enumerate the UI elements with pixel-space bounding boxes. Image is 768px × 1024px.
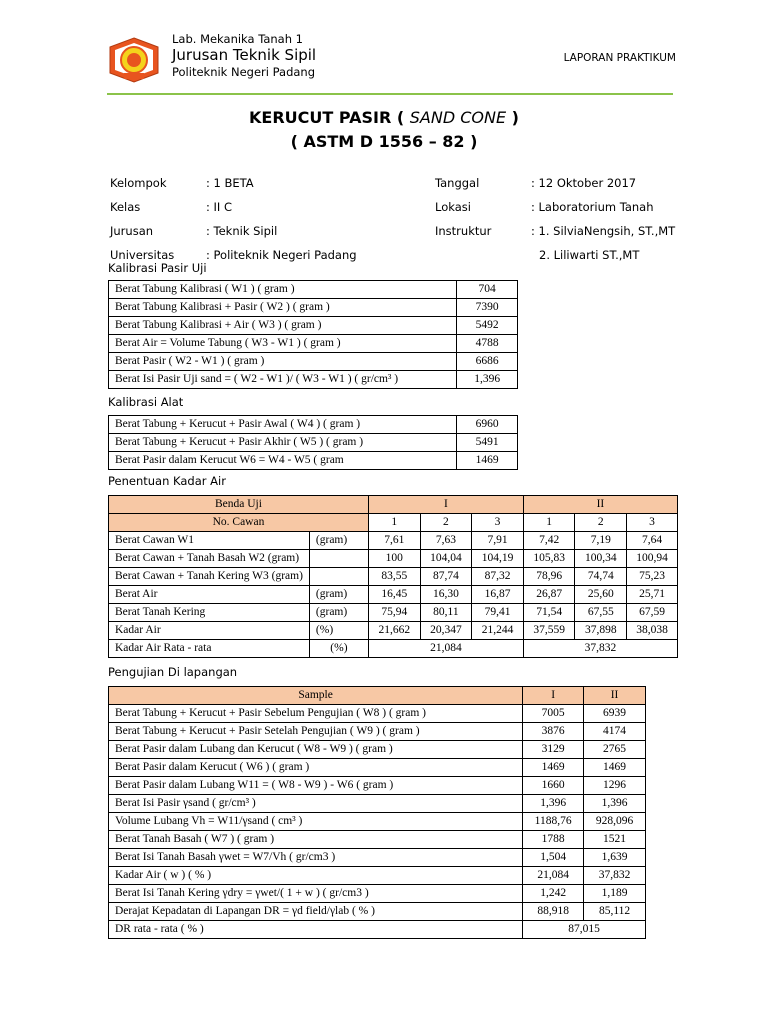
info-left: Kelompok : 1 BETA Kelas : II C Jurusan : Teknik Sipil Universitas : Politeknik Negeri Padang xyxy=(110,176,357,262)
value-i: 7005 xyxy=(523,705,584,723)
row-value: 79,41 xyxy=(472,604,524,622)
cawan-number: 1 xyxy=(368,514,420,532)
col-ii: II xyxy=(584,687,646,705)
table-row xyxy=(109,299,518,317)
row-value: 100,34 xyxy=(575,550,627,568)
row-label: Berat Pasir ( W2 - W1 ) ( gram ) xyxy=(109,353,457,371)
row-label: Berat Tanah Kering xyxy=(109,604,310,622)
value-ii: 1,396 xyxy=(584,795,646,813)
document-title: KERUCUT PASIR ( SAND CONE ) xyxy=(249,108,519,127)
row-value: 105,83 xyxy=(523,550,575,568)
table-row xyxy=(109,759,646,777)
row-label: Berat Isi Tanah Basah γwet = W7/Vh ( gr/cm3 ) xyxy=(109,849,523,867)
row-label: Volume Lubang Vh = W11/γsand ( cm³ ) xyxy=(109,813,523,831)
table-row xyxy=(109,586,678,604)
row-label: Kadar Air Rata - rata xyxy=(109,640,310,658)
row-value: 25,60 xyxy=(575,586,627,604)
row-value: 7,61 xyxy=(368,532,420,550)
dr-average-value: 87,015 xyxy=(523,921,646,939)
table-row xyxy=(109,371,518,389)
row-value: 87,32 xyxy=(472,568,524,586)
row-value: 26,87 xyxy=(523,586,575,604)
row-label: Kadar Air xyxy=(109,622,310,640)
row-unit: (%) xyxy=(309,640,368,658)
row-value: 37,559 xyxy=(523,622,575,640)
row-label: Berat Tabung Kalibrasi + Air ( W3 ) ( gram ) xyxy=(109,317,457,335)
row-value: 38,038 xyxy=(627,622,678,640)
row-label: Berat Isi Tanah Kering γdry = γwet/( 1 + w ) ( gr/cm3 ) xyxy=(109,885,523,903)
row-unit: (gram) xyxy=(309,604,368,622)
cawan-number: 3 xyxy=(627,514,678,532)
table-row xyxy=(109,903,646,921)
table-row xyxy=(109,604,678,622)
row-value: 16,30 xyxy=(420,586,472,604)
row-value: 74,74 xyxy=(575,568,627,586)
value-i: 1,396 xyxy=(523,795,584,813)
row-unit xyxy=(309,550,368,568)
col-group-ii: II xyxy=(523,496,677,514)
value-i: 1188,76 xyxy=(523,813,584,831)
row-value: 5491 xyxy=(457,434,518,452)
row-value: 75,23 xyxy=(627,568,678,586)
row-value: 4788 xyxy=(457,335,518,353)
row-value: 7,64 xyxy=(627,532,678,550)
row-label: Berat Cawan W1 xyxy=(109,532,310,550)
row-value: 5492 xyxy=(457,317,518,335)
table-row xyxy=(109,568,678,586)
value-ii: 928,096 xyxy=(584,813,646,831)
table-row xyxy=(109,281,518,299)
row-value: 7,91 xyxy=(472,532,524,550)
row-value: 16,45 xyxy=(368,586,420,604)
row-label: Berat Tabung + Kerucut + Pasir Akhir ( W5 ) ( gram ) xyxy=(109,434,457,452)
section-kadar-air: Penentuan Kadar Air xyxy=(108,474,226,488)
row-label: Kadar Air ( w ) ( % ) xyxy=(109,867,523,885)
row-value: 6686 xyxy=(457,353,518,371)
row-value: 20,347 xyxy=(420,622,472,640)
row-value: 67,59 xyxy=(627,604,678,622)
table-lapangan xyxy=(108,686,646,939)
row-label: Berat Tanah Basah ( W7 ) ( gram ) xyxy=(109,831,523,849)
row-label: Berat Tabung + Kerucut + Pasir Setelah Pengujian ( W9 ) ( gram ) xyxy=(109,723,523,741)
row-value: 83,55 xyxy=(368,568,420,586)
value-i: 1,504 xyxy=(523,849,584,867)
row-label: DR rata - rata ( % ) xyxy=(109,921,523,939)
row-label: Berat Tabung + Kerucut + Pasir Awal ( W4 ) ( gram ) xyxy=(109,416,457,434)
col-benda-uji: Benda Uji xyxy=(109,496,369,514)
section-kalibrasi-alat: Kalibrasi Alat xyxy=(108,395,184,409)
table-row xyxy=(109,831,646,849)
row-label: Derajat Kepadatan di Lapangan DR = γd field/γlab ( % ) xyxy=(109,903,523,921)
row-value: 7,19 xyxy=(575,532,627,550)
report-type: LAPORAN PRAKTIKUM xyxy=(563,52,676,64)
table-row xyxy=(109,867,646,885)
row-value: 7390 xyxy=(457,299,518,317)
table-row xyxy=(109,849,646,867)
table-row xyxy=(109,416,518,434)
value-ii: 4174 xyxy=(584,723,646,741)
row-value: 104,19 xyxy=(472,550,524,568)
row-value: 100 xyxy=(368,550,420,568)
row-label: Berat Air = Volume Tabung ( W3 - W1 ) ( gram ) xyxy=(109,335,457,353)
value-ii: 1,639 xyxy=(584,849,646,867)
table-row xyxy=(109,353,518,371)
row-label: Berat Tabung Kalibrasi + Pasir ( W2 ) ( gram ) xyxy=(109,299,457,317)
value-ii: 1296 xyxy=(584,777,646,795)
table-row xyxy=(109,813,646,831)
row-value: 704 xyxy=(457,281,518,299)
table-row xyxy=(109,777,646,795)
row-value: 104,04 xyxy=(420,550,472,568)
table-row xyxy=(109,723,646,741)
row-value: 87,74 xyxy=(420,568,472,586)
row-unit: (%) xyxy=(309,622,368,640)
row-value: 16,87 xyxy=(472,586,524,604)
table-kalibrasi-alat xyxy=(108,415,518,470)
section-lapangan: Pengujian Di lapangan xyxy=(108,665,238,679)
value-i: 21,084 xyxy=(523,867,584,885)
value-i: 3129 xyxy=(523,741,584,759)
value-ii: 1521 xyxy=(584,831,646,849)
col-i: I xyxy=(523,687,584,705)
table-row xyxy=(109,885,646,903)
row-value: 1469 xyxy=(457,452,518,470)
value-i: 3876 xyxy=(523,723,584,741)
row-label: Berat Pasir dalam Lubang dan Kerucut ( W8 - W9 ) ( gram ) xyxy=(109,741,523,759)
table-row-average xyxy=(109,640,678,658)
row-label: Berat Cawan + Tanah Kering W3 (gram) xyxy=(109,568,310,586)
value-i: 1660 xyxy=(523,777,584,795)
col-group-i: I xyxy=(368,496,523,514)
row-value: 71,54 xyxy=(523,604,575,622)
table-row xyxy=(109,335,518,353)
department-name: Jurusan Teknik Sipil xyxy=(172,46,317,64)
cawan-number: 3 xyxy=(472,514,524,532)
value-ii: 2765 xyxy=(584,741,646,759)
row-value: 80,11 xyxy=(420,604,472,622)
value-i: 1,242 xyxy=(523,885,584,903)
table-row xyxy=(109,622,678,640)
value-ii: 1469 xyxy=(584,759,646,777)
row-label: Berat Isi Pasir Uji sand = ( W2 - W1 )/ ( W3 - W1 ) ( gr/cm³ ) xyxy=(109,371,457,389)
document-subtitle: ( ASTM D 1556 – 82 ) xyxy=(290,132,478,151)
row-label: Berat Cawan + Tanah Basah W2 (gram) xyxy=(109,550,310,568)
value-i: 1788 xyxy=(523,831,584,849)
table-row xyxy=(109,741,646,759)
row-label: Berat Tabung + Kerucut + Pasir Sebelum Pengujian ( W8 ) ( gram ) xyxy=(109,705,523,723)
section-kalibrasi-pasir: Kalibrasi Pasir Uji xyxy=(108,261,207,275)
average-i: 21,084 xyxy=(368,640,523,658)
row-label: Berat Pasir dalam Kerucut W6 = W4 - W5 ( gram xyxy=(109,452,457,470)
row-label: Berat Pasir dalam Kerucut ( W6 ) ( gram ) xyxy=(109,759,523,777)
table-row-dr-average xyxy=(109,921,646,939)
row-label: Berat Tabung Kalibrasi ( W1 ) ( gram ) xyxy=(109,281,457,299)
row-value: 6960 xyxy=(457,416,518,434)
row-value: 7,42 xyxy=(523,532,575,550)
row-value: 100,94 xyxy=(627,550,678,568)
row-value: 78,96 xyxy=(523,568,575,586)
value-ii: 1,189 xyxy=(584,885,646,903)
col-no-cawan: No. Cawan xyxy=(109,514,369,532)
value-ii: 6939 xyxy=(584,705,646,723)
lab-name: Lab. Mekanika Tanah 1 xyxy=(172,32,303,46)
table-row xyxy=(109,452,518,470)
info-right: Tanggal : 12 Oktober 2017 Lokasi : Laboratorium Tanah Instruktur : 1. SilviaNengsih, ST.,MT 2. Liliwarti ST.,MT xyxy=(435,176,676,262)
row-value: 37,898 xyxy=(575,622,627,640)
table-row xyxy=(109,705,646,723)
table-row xyxy=(109,434,518,452)
table-row xyxy=(109,795,646,813)
row-value: 1,396 xyxy=(457,371,518,389)
politeknik-logo xyxy=(107,37,161,83)
table-kalibrasi-pasir xyxy=(108,280,518,389)
header-block xyxy=(172,32,316,80)
col-sample: Sample xyxy=(109,687,523,705)
row-value: 75,94 xyxy=(368,604,420,622)
table-row xyxy=(109,317,518,335)
cawan-number: 2 xyxy=(575,514,627,532)
header-divider xyxy=(107,93,673,95)
row-value: 25,71 xyxy=(627,586,678,604)
row-label: Berat Isi Pasir γsand ( gr/cm³ ) xyxy=(109,795,523,813)
value-ii: 37,832 xyxy=(584,867,646,885)
row-value: 21,244 xyxy=(472,622,524,640)
table-row xyxy=(109,550,678,568)
row-label: Berat Pasir dalam Lubang W11 = ( W8 - W9 ) - W6 ( gram ) xyxy=(109,777,523,795)
cawan-number: 2 xyxy=(420,514,472,532)
row-value: 21,662 xyxy=(368,622,420,640)
value-i: 88,918 xyxy=(523,903,584,921)
row-value: 67,55 xyxy=(575,604,627,622)
institution-name: Politeknik Negeri Padang xyxy=(172,65,316,79)
table-kadar-air xyxy=(108,495,678,658)
row-unit: (gram) xyxy=(309,532,368,550)
table-row xyxy=(109,532,678,550)
row-label: Berat Air xyxy=(109,586,310,604)
row-unit: (gram) xyxy=(309,586,368,604)
row-value: 7,63 xyxy=(420,532,472,550)
value-ii: 85,112 xyxy=(584,903,646,921)
row-unit xyxy=(309,568,368,586)
cawan-number: 1 xyxy=(523,514,575,532)
average-ii: 37,832 xyxy=(523,640,677,658)
value-i: 1469 xyxy=(523,759,584,777)
